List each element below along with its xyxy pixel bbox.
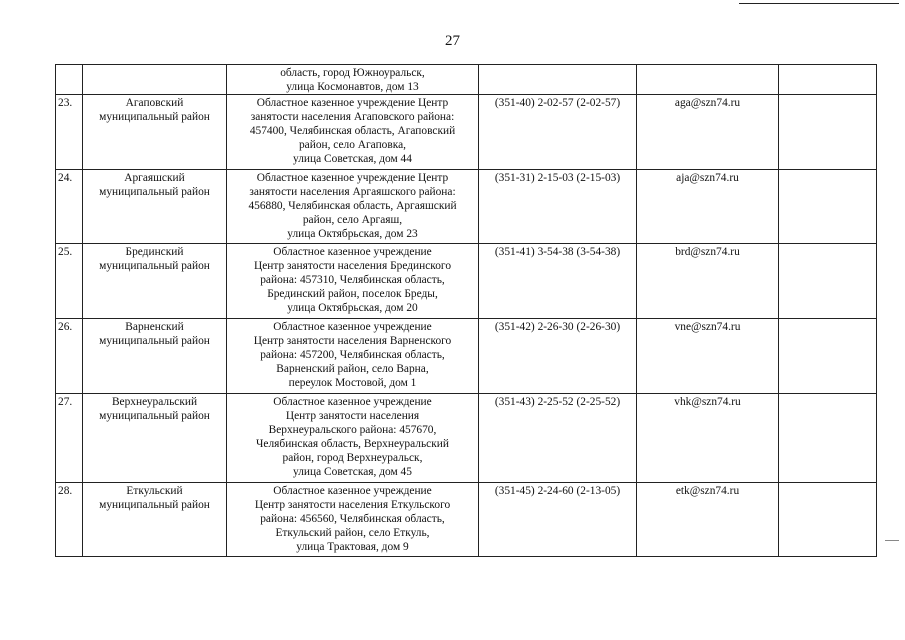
- phone-cell: [479, 483, 637, 557]
- table-row: [56, 95, 877, 170]
- district-cell: [83, 319, 227, 394]
- address-line: улица Космонавтов, дом 13: [286, 81, 419, 93]
- district-cell: [83, 483, 227, 557]
- address-cell: [227, 394, 479, 483]
- address-line: Областное казенное учреждение: [273, 321, 432, 333]
- address-line: Центр занятости населения Варненского: [253, 335, 452, 347]
- email-cell: [637, 483, 779, 557]
- address-line: Центр занятости населения Брединского: [253, 260, 452, 272]
- district-line: Верхнеуральский: [111, 396, 198, 408]
- address-cell: [227, 483, 479, 557]
- address-line: Верхнеуральского района: 457670,: [268, 424, 437, 436]
- empty-cell: [779, 319, 877, 394]
- empty-cell: [779, 394, 877, 483]
- address-line: переулок Мостовой, дом 1: [288, 377, 417, 389]
- district-line: Еткульский: [126, 485, 183, 497]
- phone-number: (351-42) 2-26-30 (2-26-30): [494, 321, 621, 333]
- address-line: района: 456560, Челябинская область,: [260, 513, 445, 525]
- address-line: района: 457310, Челябинская область,: [260, 274, 445, 286]
- address-line: Областное казенное учреждение Центр: [256, 97, 449, 109]
- email-cell: [637, 95, 779, 170]
- address-line: район, село Агаповка,: [298, 139, 407, 151]
- top-rule: [739, 3, 899, 4]
- address-cell: [227, 244, 479, 319]
- address-line: район, город Верхнеуральск,: [282, 452, 423, 464]
- phone-number: (351-43) 2-25-52 (2-25-52): [494, 396, 621, 408]
- address-line: 456880, Челябинская область, Аргаяшский: [248, 200, 457, 212]
- row-number-cell: [56, 244, 83, 319]
- district-line: муниципальный район: [99, 335, 210, 347]
- row-number: 25.: [58, 246, 73, 258]
- address-line: занятости населения Агаповского района:: [250, 111, 455, 123]
- address-cell: [227, 95, 479, 170]
- email-cell: [637, 244, 779, 319]
- phone-cell: [479, 95, 637, 170]
- table-row: [56, 65, 877, 95]
- address-line: улица Октябрьская, дом 23: [287, 228, 418, 240]
- phone-cell: [479, 65, 637, 95]
- address-line: Челябинская область, Верхнеуральский: [256, 438, 449, 450]
- address-line: район, село Аргаяш,: [302, 214, 403, 226]
- district-cell: [83, 95, 227, 170]
- email-cell: [637, 394, 779, 483]
- address-line: Областное казенное учреждение: [273, 396, 432, 408]
- district-line: муниципальный район: [99, 410, 210, 422]
- row-number: 24.: [58, 172, 73, 184]
- address-line: Варненский район, село Варна,: [276, 363, 429, 375]
- page-number: 27: [445, 33, 460, 49]
- district-cell: [83, 244, 227, 319]
- district-line: муниципальный район: [99, 111, 210, 123]
- table-row: [56, 319, 877, 394]
- phone-cell: [479, 394, 637, 483]
- email-address: vne@szn74.ru: [674, 321, 741, 333]
- district-line: муниципальный район: [99, 499, 210, 511]
- district-line: Агаповский: [125, 97, 184, 109]
- empty-cell: [779, 65, 877, 95]
- address-cell: [227, 65, 479, 95]
- row-number: 27.: [58, 396, 73, 408]
- district-cell: [83, 170, 227, 244]
- address-line: Еткульский район, село Еткуль,: [275, 527, 430, 539]
- row-number-cell: [56, 483, 83, 557]
- district-line: муниципальный район: [99, 186, 210, 198]
- email-address: vhk@szn74.ru: [674, 396, 741, 408]
- email-cell: [637, 170, 779, 244]
- table-body: [56, 65, 877, 557]
- address-line: улица Советская, дом 45: [293, 466, 412, 478]
- edge-mark: [885, 540, 899, 541]
- table-row: [56, 170, 877, 244]
- district-line: муниципальный район: [99, 260, 210, 272]
- empty-cell: [779, 95, 877, 170]
- empty-cell: [779, 170, 877, 244]
- address-line: Областное казенное учреждение Центр: [256, 172, 449, 184]
- phone-cell: [479, 244, 637, 319]
- address-line: района: 457200, Челябинская область,: [260, 349, 445, 361]
- address-line: улица Октябрьская, дом 20: [287, 302, 418, 314]
- phone-number: (351-45) 2-24-60 (2-13-05): [494, 485, 621, 497]
- empty-cell: [779, 244, 877, 319]
- table-row: [56, 394, 877, 483]
- district-cell: [83, 65, 227, 95]
- row-number: 26.: [58, 321, 73, 333]
- phone-cell: [479, 170, 637, 244]
- address-line: Центр занятости населения Еткульского: [254, 499, 451, 511]
- row-number-cell: [56, 170, 83, 244]
- district-line: Брединский: [125, 246, 184, 258]
- address-line: занятости населения Аргаяшского района:: [249, 186, 456, 198]
- email-cell: [637, 319, 779, 394]
- address-line: область, город Южноуральск,: [280, 67, 425, 79]
- table-row: [56, 244, 877, 319]
- address-line: Областное казенное учреждение: [273, 246, 432, 258]
- phone-number: (351-41) 3-54-38 (3-54-38): [494, 246, 621, 258]
- address-cell: [227, 319, 479, 394]
- phone-number: (351-31) 2-15-03 (2-15-03): [494, 172, 621, 184]
- address-cell: [227, 170, 479, 244]
- row-number-cell: [56, 65, 83, 95]
- row-number-cell: [56, 394, 83, 483]
- address-line: Областное казенное учреждение: [273, 485, 432, 497]
- row-number: 28.: [58, 485, 73, 497]
- address-line: Брединский район, поселок Бреды,: [267, 288, 438, 300]
- district-line: Аргаяшский: [124, 172, 185, 184]
- address-line: улица Советская, дом 44: [293, 153, 412, 165]
- phone-cell: [479, 319, 637, 394]
- email-address: etk@szn74.ru: [675, 485, 740, 497]
- email-address: aja@szn74.ru: [676, 172, 739, 184]
- district-line: Варненский: [125, 321, 184, 333]
- address-line: Центр занятости населения: [285, 410, 420, 422]
- row-number-cell: [56, 95, 83, 170]
- email-address: aga@szn74.ru: [674, 97, 741, 109]
- centers-table: [55, 64, 877, 557]
- email-address: brd@szn74.ru: [675, 246, 740, 258]
- empty-cell: [779, 483, 877, 557]
- address-line: улица Трактовая, дом 9: [296, 541, 409, 553]
- email-cell: [637, 65, 779, 95]
- row-number: 23.: [58, 97, 73, 109]
- phone-number: (351-40) 2-02-57 (2-02-57): [494, 97, 621, 109]
- row-number-cell: [56, 319, 83, 394]
- address-line: 457400, Челябинская область, Агаповский: [249, 125, 456, 137]
- district-cell: [83, 394, 227, 483]
- table-row: [56, 483, 877, 557]
